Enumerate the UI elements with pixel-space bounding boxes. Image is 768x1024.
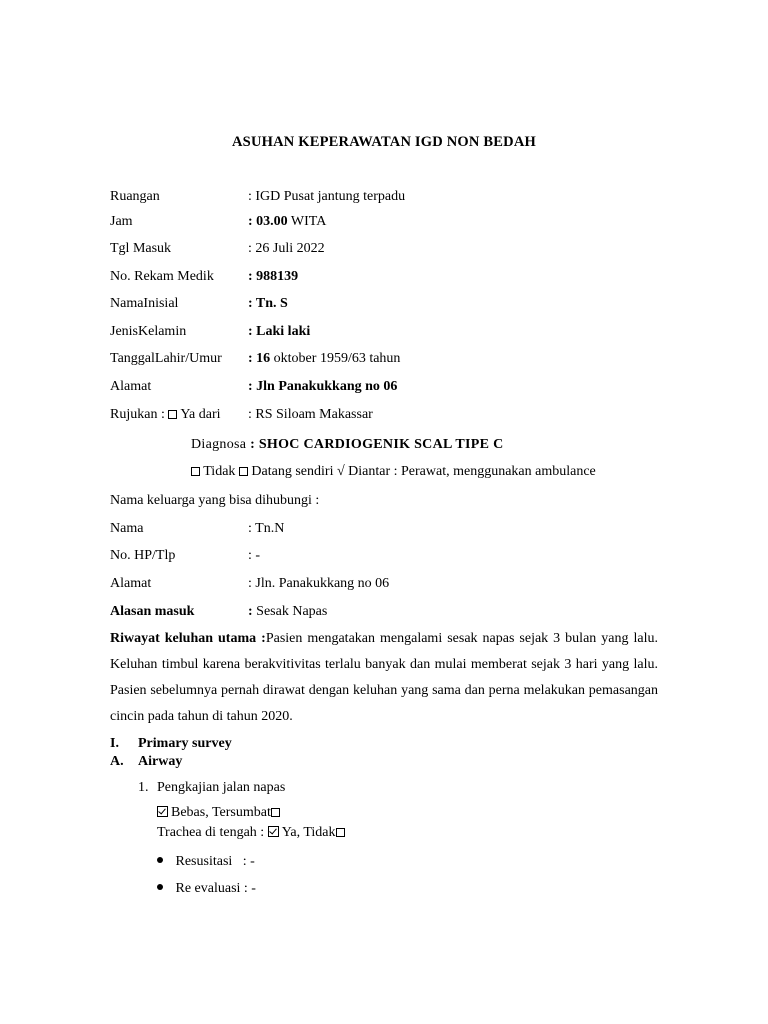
- arrival-datang-label: Datang sendiri: [247, 464, 337, 479]
- section-number: I.: [110, 736, 119, 751]
- rujukan-ya-label: Ya dari: [177, 407, 221, 422]
- bullet-re-evaluasi: Re evaluasi : -: [157, 880, 256, 898]
- checkbox-checked-icon[interactable]: [157, 806, 168, 817]
- riwayat-label: Riwayat keluhan utama :: [110, 631, 266, 646]
- checkbox-tidak-icon[interactable]: [336, 828, 345, 837]
- value-alamat: : Jln Panakukkang no 06: [248, 379, 398, 394]
- value-jam: : 03.00 WITA: [248, 214, 327, 229]
- diagnosa-value: SHOC CARDIOGENIK SCAL TIPE C: [255, 437, 504, 452]
- label-family-alamat: Alamat: [110, 576, 152, 591]
- label-alamat: Alamat: [110, 379, 152, 394]
- value-ruangan: : IGD Pusat jantung terpadu: [248, 189, 406, 204]
- rujukan-row: [110, 406, 221, 424]
- value-alasan-masuk: : Sesak Napas: [248, 604, 328, 619]
- document-title: ASUHAN KEPERAWATAN IGD NON BEDAH: [232, 134, 536, 150]
- value-rujukan: : RS Siloam Makassar: [248, 407, 373, 422]
- value-rekam-medik: : 988139: [248, 269, 299, 284]
- value-tgl-masuk: : 26 Juli 2022: [248, 241, 325, 256]
- value-family-alamat: : Jln. Panakukkang no 06: [248, 576, 390, 591]
- label-alasan-masuk: Alasan masuk: [110, 604, 195, 619]
- riwayat-text: Pasien mengatakan mengalami sesak napas sejak 3 bulan yang lalu. Keluhan timbul karena berakvitivitas terlalu banyak dan mulai memberat sejak 3 hari yang lalu. Pasien sebelumnya pernah dirawat dengan keluhan yang sama dan perna melakukan pemasangan cincin pada tahun di tahun 2020.: [110, 631, 658, 724]
- item-title: Pengkajian jalan napas: [157, 780, 286, 795]
- checkbox-checked-icon[interactable]: [268, 826, 279, 837]
- checkbox-ya-icon[interactable]: [168, 410, 177, 419]
- bullet-resusitasi: Resusitasi : -: [157, 853, 255, 871]
- value-jenis-kelamin: : Laki laki: [248, 324, 311, 339]
- rujukan-label: Rujukan :: [110, 407, 165, 422]
- trachea-label: Trachea di tengah :: [157, 825, 268, 840]
- checkbox-tidak-icon[interactable]: [191, 467, 200, 476]
- value-tanggal-lahir: : 16 oktober 1959/63 tahun: [248, 351, 401, 366]
- item-number: 1.: [138, 780, 149, 795]
- diagnosa-row: Diagnosa : SHOC CARDIOGENIK SCAL TIPE C: [191, 437, 504, 452]
- bullet-icon: [157, 884, 163, 890]
- family-heading: Nama keluarga yang bisa dihubungi :: [110, 493, 320, 508]
- value-nama-inisial: : Tn. S: [248, 296, 288, 311]
- label-jam: Jam: [110, 214, 133, 229]
- label-nama-inisial: NamaInisial: [110, 296, 179, 311]
- trachea-row: [157, 824, 345, 842]
- checkbox-datang-sendiri-icon[interactable]: [239, 467, 248, 476]
- bullet-icon: [157, 857, 163, 863]
- label-jenis-kelamin: JenisKelamin: [110, 324, 187, 339]
- checkbox-tersumbat-icon[interactable]: [271, 808, 280, 817]
- value-family-nama: : Tn.N: [248, 521, 285, 536]
- label-family-hp: No. HP/Tlp: [110, 548, 176, 563]
- diagnosa-label: Diagnosa: [191, 437, 247, 452]
- riwayat-paragraph: [110, 626, 658, 730]
- label-ruangan: Ruangan: [110, 189, 160, 204]
- arrival-diantar-label: Diantar : Perawat, menggunakan ambulance: [344, 464, 596, 479]
- arrival-tidak-label: Tidak: [200, 464, 239, 479]
- subsection-number: A.: [110, 754, 124, 769]
- checkmark-icon: √: [336, 464, 345, 479]
- label-tanggal-lahir: TanggalLahir/Umur: [110, 351, 222, 366]
- value-family-hp: : -: [248, 548, 261, 563]
- label-tgl-masuk: Tgl Masuk: [110, 241, 172, 256]
- label-rekam-medik: No. Rekam Medik: [110, 269, 214, 284]
- airway-status-label: Bebas, Tersumbat: [171, 805, 271, 820]
- arrival-row: [191, 463, 596, 481]
- trachea-options: Ya, Tidak: [281, 825, 336, 840]
- subsection-title: Airway: [138, 754, 183, 769]
- label-family-nama: Nama: [110, 521, 144, 536]
- section-title: Primary survey: [138, 736, 232, 751]
- airway-status-row: [157, 804, 280, 822]
